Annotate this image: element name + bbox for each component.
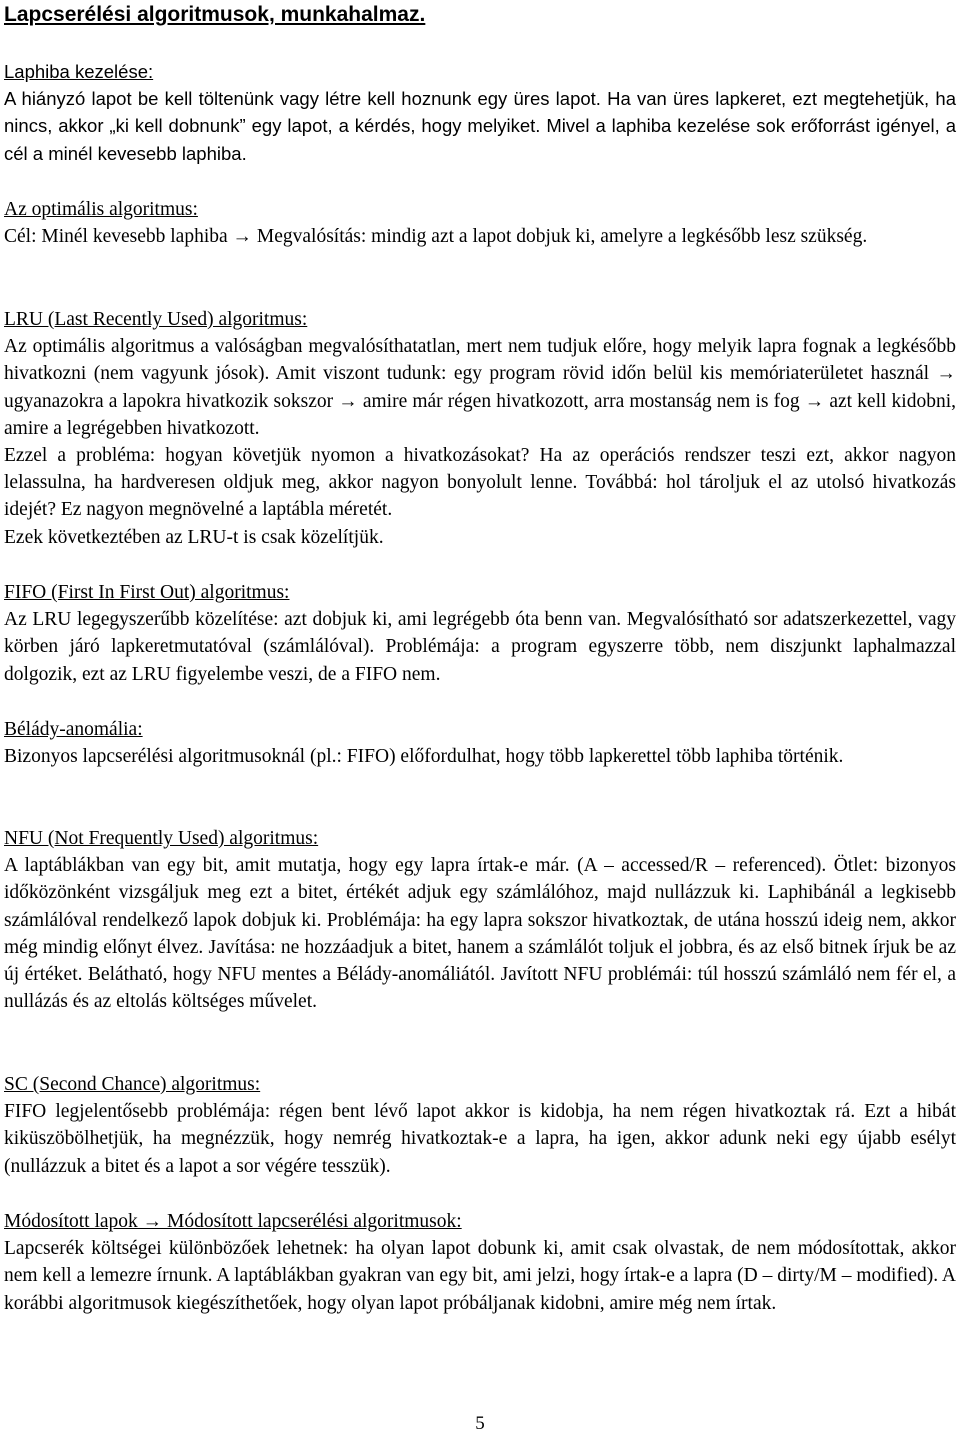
- section-lru: [4, 306, 956, 551]
- section-heading: Laphiba kezelése:: [4, 61, 154, 82]
- page-title: Lapcserélési algoritmusok, munkahalmaz.: [4, 3, 426, 26]
- paragraph: Ezek következtében az LRU-t is csak közelítjük.: [4, 526, 384, 548]
- section-heading: Bélády-anomália:: [4, 719, 143, 740]
- section-heading: LRU (Last Recently Used) algoritmus:: [4, 309, 308, 330]
- paragraph: Cél: Minél kevesebb laphiba → Megvalósítás: mindig azt a lapot dobjuk ki, amelyre a legkésőbb lesz szükség.: [4, 226, 868, 248]
- paragraph: Ezzel a probléma: hogyan követjük nyomon a hivatkozásokat? Ha az operációs rendszer teszi ezt, akkor nagyon lelassulna, ha hardveresen oldjuk meg, akkor nagyon bonyolult lenne. Továbbá: hol tároljuk el az utolsó hivatkozás idejét? Ez nagyon megnövelné a laptábla méretét.: [4, 445, 956, 521]
- section-heading: FIFO (First In First Out) algoritmus:: [4, 582, 290, 603]
- section-fifo: [4, 579, 956, 688]
- section-laphiba: [4, 58, 956, 167]
- paragraph: A laptáblákban van egy bit, amit mutatja, hogy egy lapra írtak-e már. (A – accessed/R – referenced). Ötlet: bizonyos időközönként vizsgáljuk meg ezt a bitet, értékét adjuk egy számlálóhoz, majd nullázzuk ki. Laphibánál a legkisebb számlálóval rendelkező lapok dobjuk ki. Problémája: ha egy lapra sokszor hivatkoztak, de utána hosszú ideig nem, akkor még mindig előnyt élvez. Javítása: ne hozzáadjuk a bitet, hanem a számlálót toljuk el jobbra, és az első bitnek írjuk be az új értéket. Belátható, hogy NFU mentes a Bélády-anomáliától. Javított NFU problémái: túl hosszú számláló nem fér el, a nullázás és az eltolás költséges művelet.: [4, 855, 956, 1013]
- section-heading: SC (Second Chance) algoritmus:: [4, 1074, 261, 1095]
- paragraph: Lapcserék költségei különbözőek lehetnek: ha olyan lapot dobunk ki, amit csak olvastak, de nem módosítottak, akkor nem kell a lemezre írnunk. A laptáblákban gyakran van egy bit, ami jelzi, hogy írtak-e a lapra (D – dirty/M – modified). A korábbi algoritmusok kiegészíthetőek, hogy olyan lapot próbáljanak kidobni, amire még nem írtak.: [4, 1238, 956, 1314]
- section-heading: Módosított lapok → Módosított lapcserélési algoritmusok:: [4, 1211, 462, 1232]
- paragraph: Az LRU legegyszerűbb közelítése: azt dobjuk ki, ami legrégebb óta benn van. Megvalósítható sor adatszerkezettel, vagy körben járó lapkeretmutatóval (számlálóval). Problémája: a program egyszerre több, nem diszjunkt laphalmazzal dolgozik, ezt az LRU figyelembe veszi, de a FIFO nem.: [4, 609, 956, 685]
- paragraph: Bizonyos lapcserélési algoritmusoknál (pl.: FIFO) előfordulhat, hogy több lapkerettel több laphiba történik.: [4, 746, 844, 768]
- page-number: 5: [475, 1413, 485, 1434]
- section-nfu: [4, 825, 956, 1015]
- paragraph: FIFO legjelentősebb problémája: régen bent lévő lapot akkor is kidobja, ha nem régen hivatkoztak rá. Ezt a hibát kiküszöbölhetjük, ha megnézzük, hogy nemrég hivatkoztak-e a lapra, ha igen, akkor adunk neki egy újabb esélyt (nullázzuk a bitet és a lapot a sor végére tesszük).: [4, 1101, 956, 1177]
- section-heading: NFU (Not Frequently Used) algoritmus:: [4, 828, 319, 849]
- section-heading: Az optimális algoritmus:: [4, 199, 198, 220]
- section-modositott: [4, 1208, 956, 1317]
- section-sc: [4, 1071, 956, 1180]
- section-optimalis: [4, 196, 956, 250]
- paragraph: A hiányzó lapot be kell töltenünk vagy létre kell hoznunk egy üres lapot. Ha van üres lapkeret, ezt megtehetjük, ha nincs, akkor „ki kell dobnunk” egy lapot, a kérdés, hogy melyiket. Mivel a laphiba kezelése sok erőforrást igényel, a cél a minél kevesebb laphiba.: [4, 88, 956, 164]
- section-belady: [4, 716, 956, 770]
- paragraph: Az optimális algoritmus a valóságban megvalósíthatatlan, mert nem tudjuk előre, hogy melyik lapra fognak a legkésőbb hivatkozni (nem vagyunk jósok). Amit viszont tudunk: egy program rövid időn belül kis memóriaterületet használ → ugyanazokra a lapokra hivatkozik sokszor → amire már régen hivatkozott, arra mostanság nem is fog → azt kell kidobni, amire a legrégebben hivatkozott.: [4, 336, 956, 439]
